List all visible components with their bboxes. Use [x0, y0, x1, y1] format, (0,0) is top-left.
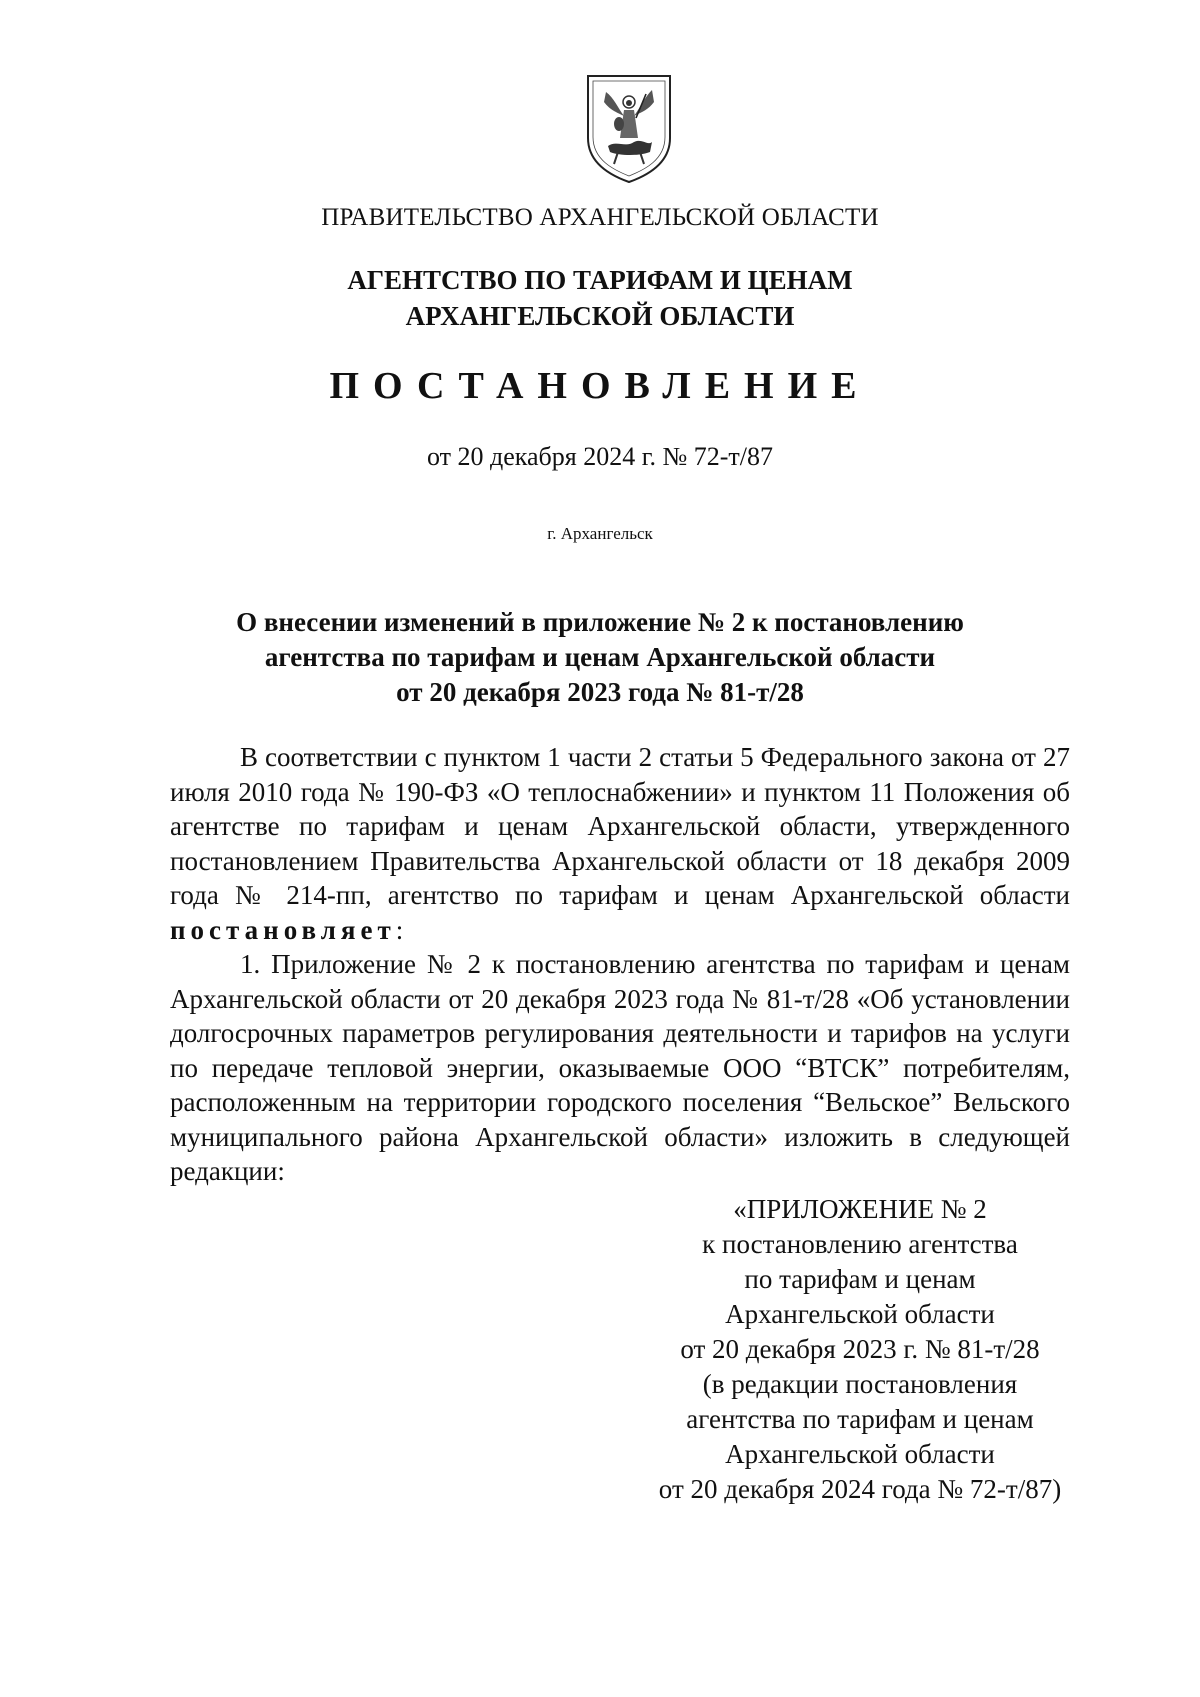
agency-title-line2: АРХАНГЕЛЬСКОЙ ОБЛАСТИ — [405, 301, 795, 331]
appendix-line: от 20 декабря 2023 г. № 81-т/28 — [680, 1334, 1040, 1364]
resolves-word: постановляет — [170, 914, 396, 945]
appendix-line: (в редакции постановления — [702, 1369, 1018, 1399]
agency-title-line1: АГЕНТСТВО ПО ТАРИФАМ И ЦЕНАМ — [347, 265, 853, 295]
coat-of-arms-emblem — [584, 72, 674, 184]
item-1-paragraph: 1. Приложение № 2 к постановлению агентства по тарифам и ценам Архангельской области от 20 декабря 2023 года № 81-т/28 «Об установлении долгосрочных параметров регулирования деятельности и тарифов на услуги по передаче тепловой энергии, оказываемые ООО “ВТСК” потребителям, расположенным на территории городского поселения “Вельское” Вельского муниципального района Архангельской области» изложить в следующей редакции: — [170, 949, 1070, 1186]
document-type: ПОСТАНОВЛЕНИЕ — [329, 365, 871, 407]
subject-line3: от 20 декабря 2023 года № 81-т/28 — [396, 677, 804, 707]
appendix-line: от 20 декабря 2024 года № 72-т/87) — [658, 1474, 1062, 1504]
appendix-line: Архангельской области — [725, 1439, 995, 1469]
appendix-line: Архангельской области — [725, 1299, 995, 1329]
subject-line1: О внесении изменений в приложение № 2 к постановлению — [236, 607, 964, 637]
appendix-line: «ПРИЛОЖЕНИЕ № 2 — [733, 1194, 987, 1224]
document-body — [170, 740, 1070, 1189]
document-city: г. Архангельск — [547, 524, 653, 543]
appendix-line: по тарифам и ценам — [744, 1264, 976, 1294]
appendix-line: к постановлению агентства — [702, 1229, 1018, 1259]
document-date-number: от 20 декабря 2024 г. № 72-т/87 — [426, 442, 774, 471]
agency-title — [0, 262, 1200, 334]
government-title: ПРАВИТЕЛЬСТВО АРХАНГЕЛЬСКОЙ ОБЛАСТИ — [321, 204, 879, 231]
resolves-colon: : — [395, 914, 404, 945]
subject-line2: агентства по тарифам и ценам Архангельской области — [264, 642, 936, 672]
preamble-paragraph — [170, 740, 1070, 947]
preamble-text: В соответствии с пунктом 1 части 2 статьи 5 Федерального закона от 27 июля 2010 года № 190-ФЗ «О теплоснабжении» и пунктом 11 Положения об агентстве по тарифам и ценам Архангельской области, утвержденного постановлением Правительства Архангельской области от 18 декабря 2009 года № 214-пп, агентство по тарифам и ценам Архангельской области — [170, 742, 1070, 910]
appendix-stamp — [640, 1192, 1080, 1507]
appendix-line: агентства по тарифам и ценам — [686, 1404, 1034, 1434]
document-subject — [0, 605, 1200, 710]
